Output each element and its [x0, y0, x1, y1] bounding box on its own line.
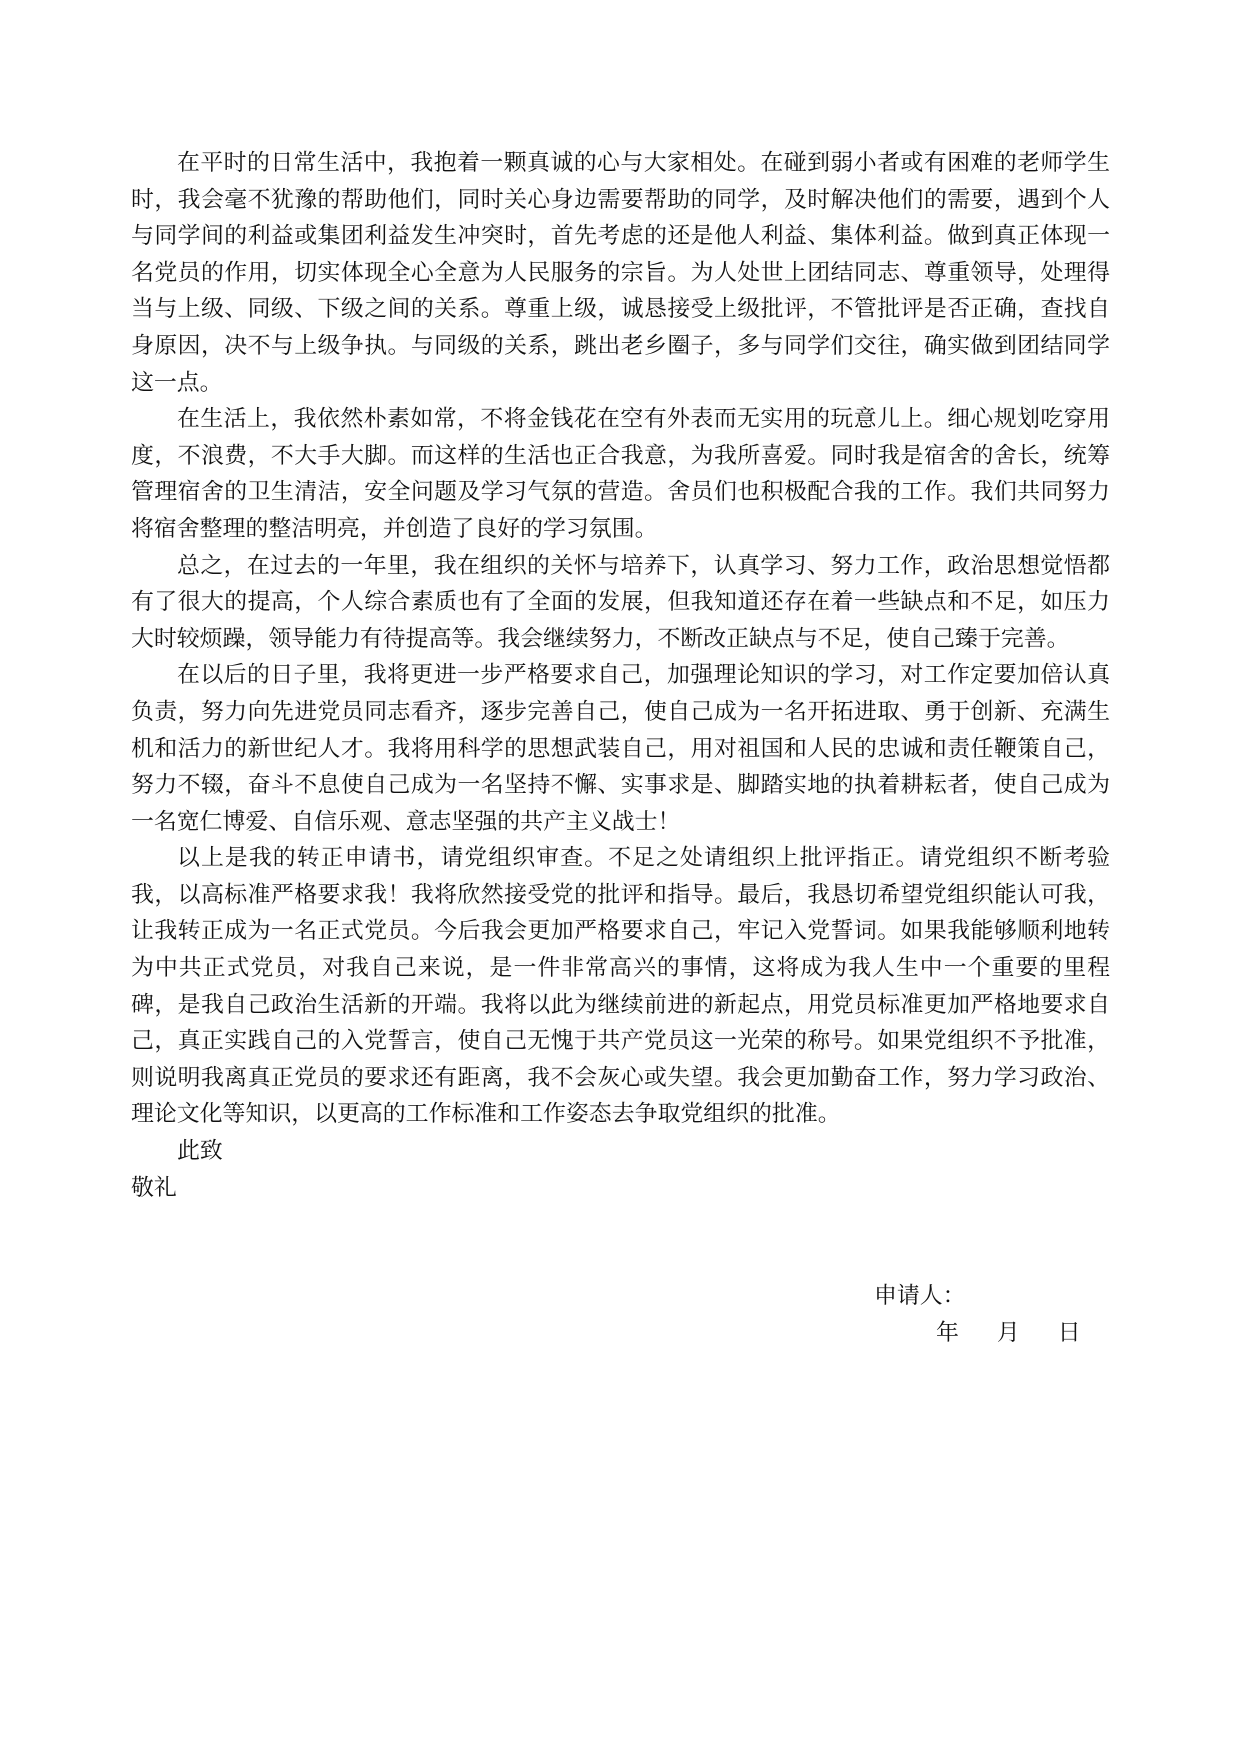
- paragraph-request: 以上是我的转正申请书，请党组织审查。不足之处请组织上批评指正。请党组织不断考验我，以高标准严格要求我！我将欣然接受党的批评和指导。最后，我恳切希望党组织能认可我，让我转正成为一名正式党员。今后我会更加严格要求自己，牢记入党誓词。如果我能够顺利地转为中共正式党员，对我自己来说，是一件非常高兴的事情，这将成为我人生中一个重要的里程碑，是我自己政治生活新的开端。我将以此为继续前进的新起点，用党员标准更加严格地要求自己，真正实践自己的入党誓言，使自己无愧于共产党员这一光荣的称号。如果党组织不予批准，则说明我离真正党员的要求还有距离，我不会灰心或失望。我会更加勤奋工作，努力学习政治、理论文化等知识，以更高的工作标准和工作姿态去争取党组织的批准。: [131, 845, 1110, 1128]
- paragraph-daily-life: 在平时的日常生活中，我抱着一颗真诚的心与大家相处。在碰到弱小者或有困难的老师学生时，我会毫不犹豫的帮助他们，同时关心身边需要帮助的同学，及时解决他们的需要，遇到个人与同学间的利益或集团利益发生冲突时，首先考虑的还是他人利益、集体利益。做到真正体现一名党员的作用，切实体现全心全意为人民服务的宗旨。为人处世上团结同志、尊重领导，处理得当与上级、同级、下级之间的关系。尊重上级，诚恳接受上级批评，不管批评是否正确，查找自身原因，决不与上级争执。与同级的关系，跳出老乡圈子，多与同学们交往，确实做到团结同学这一点。: [131, 150, 1110, 396]
- salutation: 敬礼: [131, 1174, 177, 1201]
- year-label: 年: [936, 1319, 959, 1346]
- month-label: 月: [996, 1319, 1020, 1346]
- date-line: [936, 1315, 1104, 1352]
- paragraph-summary: 总之，在过去的一年里，我在组织的关怀与培养下，认真学习、努力工作，政治思想觉悟都有了很大的提高，个人综合素质也有了全面的发展，但我知道还存在着一些缺点和不足，如压力大时较烦躁，领导能力有待提高等。我会继续努力，不断改正缺点与不足，使自己臻于完善。: [131, 552, 1110, 652]
- closing-phrase: 此致: [177, 1138, 223, 1165]
- paragraph-future: 在以后的日子里，我将更进一步严格要求自己，加强理论知识的学习，对工作定要加倍认真负责，努力向先进党员同志看齐，逐步完善自己，使自己成为一名开拓进取、勇于创新、充满生机和活力的新世纪人才。我将用科学的思想武装自己，用对祖国和人民的忠诚和责任鞭策自己，努力不辍，奋斗不息使自己成为一名坚持不懈、实事求是、脚踏实地的执着耕耘者，使自己成为一名宽仁博爱、自信乐观、意志坚强的共产主义战士！: [131, 662, 1110, 835]
- paragraph-living: 在生活上，我依然朴素如常，不将金钱花在空有外表而无实用的玩意儿上。细心规划吃穿用度，不浪费，不大手大脚。而这样的生活也正合我意，为我所喜爱。同时我是宿舍的舍长，统筹管理宿舍的卫生清洁，安全问题及学习气氛的营造。舍员们也积极配合我的工作。我们共同努力将宿舍整理的整洁明亮，并创造了良好的学习氛围。: [131, 406, 1110, 542]
- applicant-label: 申请人：: [874, 1283, 966, 1309]
- signature-block: [874, 1278, 1104, 1351]
- document-body: [131, 145, 1110, 1206]
- day-label: 日: [1057, 1319, 1081, 1346]
